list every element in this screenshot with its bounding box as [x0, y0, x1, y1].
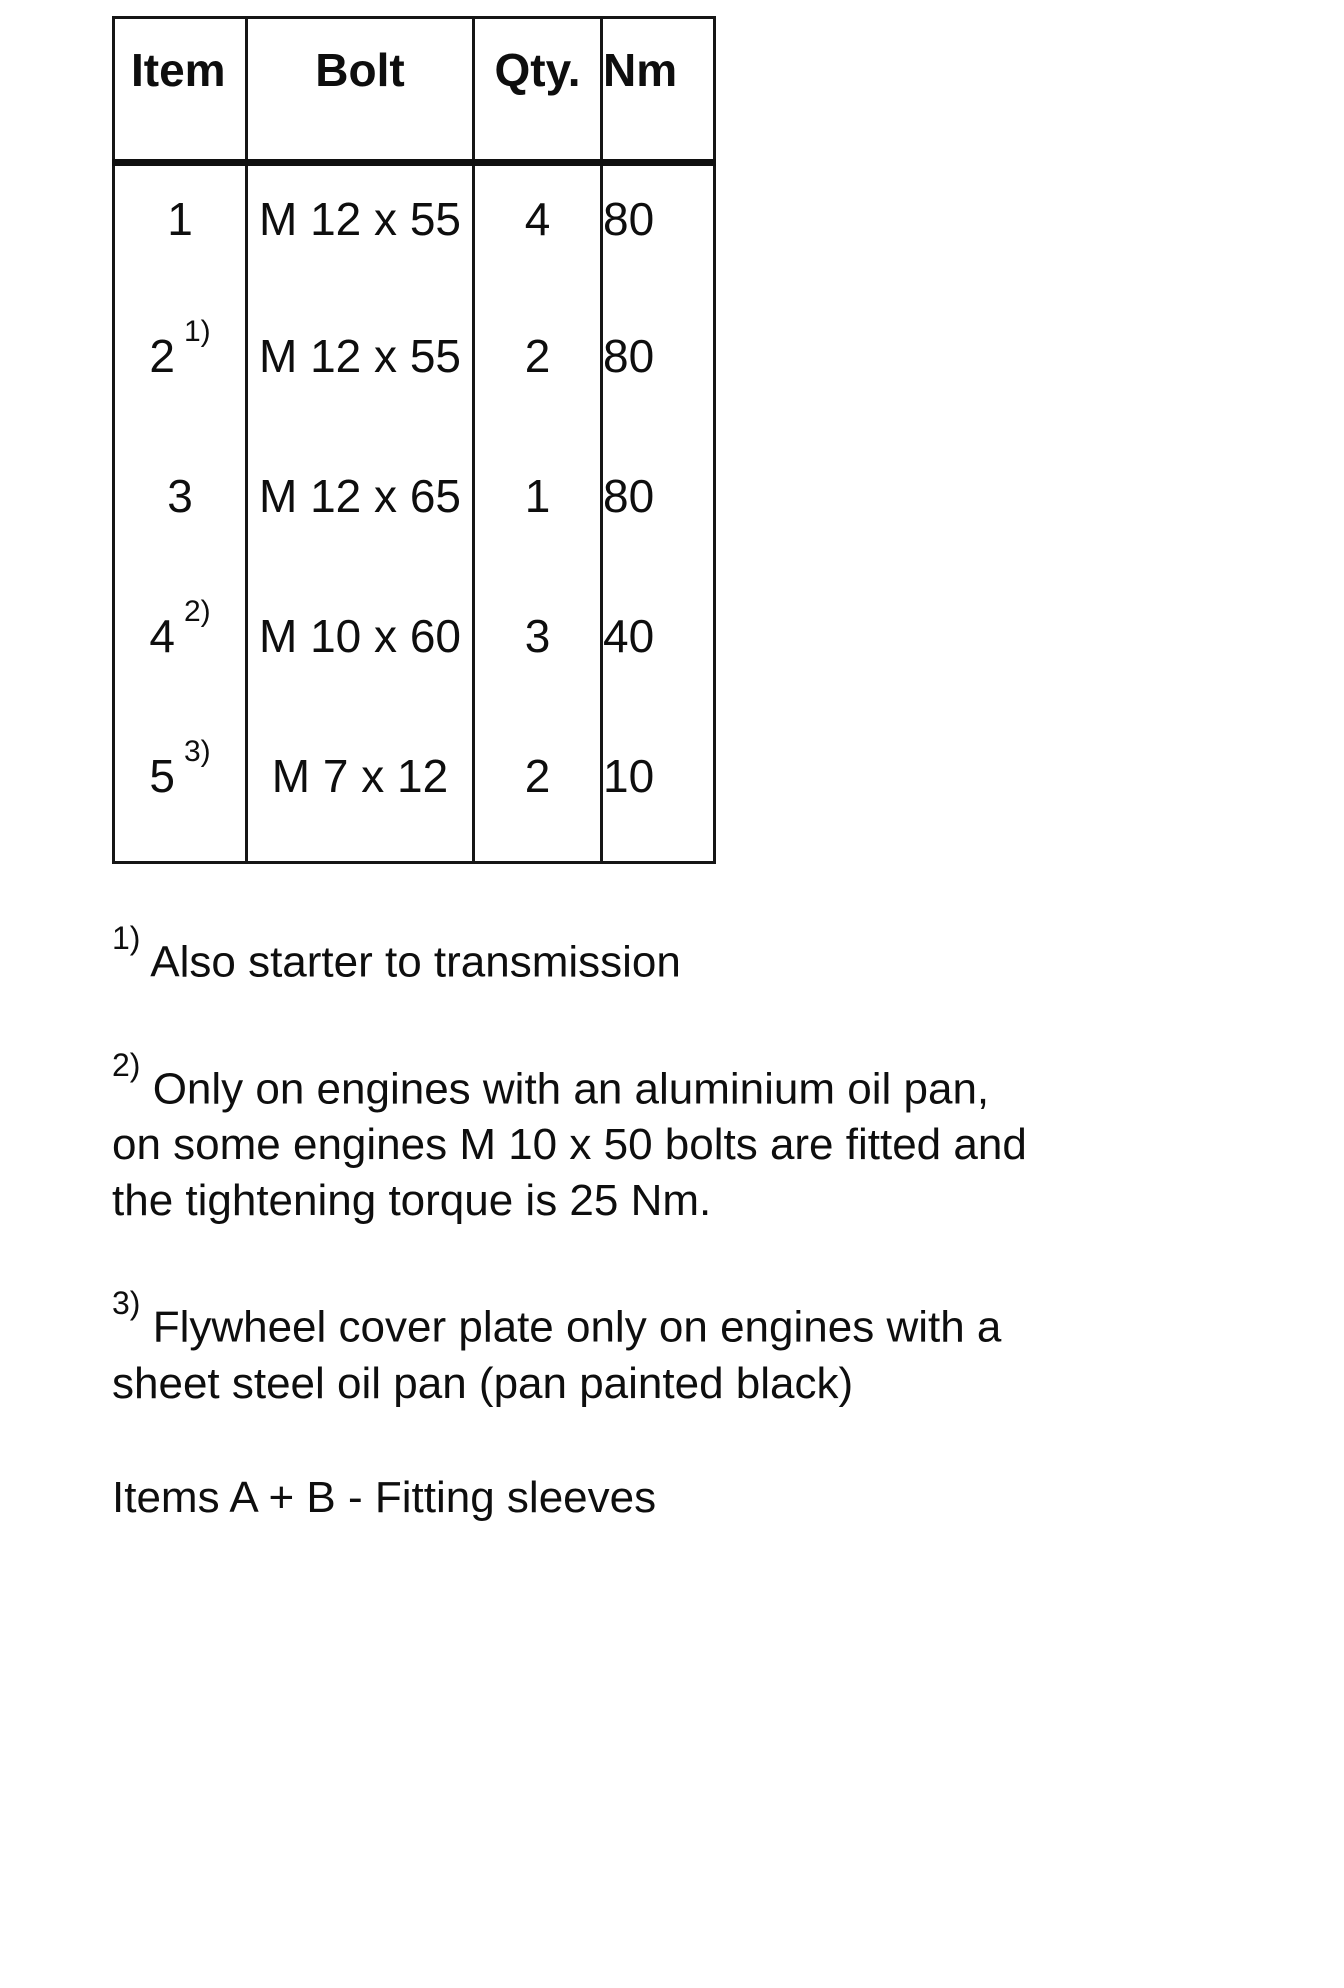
cell-nm: 80: [602, 303, 715, 443]
cell-item: [114, 443, 247, 583]
footnote-3-marker: 3): [112, 1285, 141, 1322]
col-header-bolt: Bolt: [247, 18, 474, 163]
table-row: [114, 723, 715, 863]
cell-bolt: M 12 x 55: [247, 163, 474, 303]
cell-bolt: M 10 x 60: [247, 583, 474, 723]
table-row: [114, 443, 715, 583]
cell-item: [114, 303, 247, 443]
table-row: [114, 163, 715, 303]
cell-bolt: M 12 x 65: [247, 443, 474, 583]
cell-bolt: M 12 x 55: [247, 303, 474, 443]
item-footnote-marker: 3): [183, 735, 211, 769]
footnote-3-text: Flywheel cover plate only on engines with a sheet steel oil pan (pan painted black): [112, 1302, 1002, 1408]
cell-qty: 3: [474, 583, 602, 723]
table-row: [114, 583, 715, 723]
item-footnote-marker: 2): [183, 595, 211, 629]
cell-qty: 1: [474, 443, 602, 583]
cell-item: [114, 163, 247, 303]
table-row: [114, 303, 715, 443]
footnote-1: [112, 922, 1032, 991]
cell-item: [114, 723, 247, 863]
cell-nm: 80: [602, 443, 715, 583]
items-note: Items A + B - Fitting sleeves: [112, 1472, 657, 1522]
cell-bolt: M 7 x 12: [247, 723, 474, 863]
footnote-2-text: Only on engines with an aluminium oil pan, on some engines M 10 x 50 bolts are fitted and the tightening torque is 25 Nm.: [112, 1064, 1027, 1226]
item-footnote-marker: 1): [183, 315, 211, 349]
cell-nm: 80: [602, 163, 715, 303]
bolt-spec-table: [112, 16, 716, 864]
cell-nm: 10: [602, 723, 715, 863]
footnote-2-marker: 2): [112, 1046, 141, 1083]
footnotes-block: [112, 922, 1032, 1584]
footnote-2: [112, 1046, 1032, 1230]
col-header-item: Item: [114, 18, 247, 163]
cell-qty: 4: [474, 163, 602, 303]
table-header-row: [114, 18, 715, 163]
item-number: 3: [167, 469, 193, 522]
footnote-1-marker: 1): [112, 920, 141, 956]
cell-item: [114, 583, 247, 723]
cell-qty: 2: [474, 303, 602, 443]
item-number: 4: [149, 609, 175, 662]
cell-nm: 40: [602, 583, 715, 723]
col-header-nm: Nm: [602, 18, 715, 163]
item-number: 2: [149, 329, 175, 382]
cell-qty: 2: [474, 723, 602, 863]
item-number: 5: [149, 749, 175, 802]
footnote-3: [112, 1287, 1032, 1412]
footnote-1-text: Also starter to transmission: [150, 937, 681, 987]
item-number: 1: [167, 193, 193, 245]
col-header-qty: Qty.: [474, 18, 602, 163]
